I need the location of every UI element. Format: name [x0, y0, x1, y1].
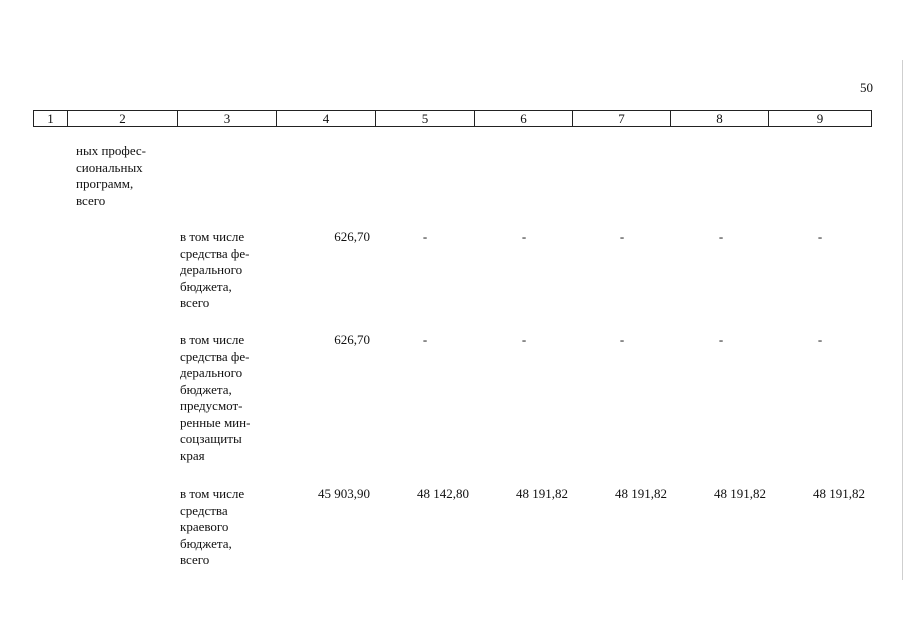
- row-description: [180, 229, 270, 312]
- page-number: 50: [860, 80, 873, 95]
- row-description: [180, 332, 270, 464]
- column-number-header: [33, 110, 872, 127]
- continuation-description: [76, 143, 146, 209]
- value-col-5: -: [422, 332, 428, 347]
- column-number: 2: [68, 111, 178, 127]
- value-col-7: -: [619, 229, 625, 244]
- row-description: [180, 486, 270, 569]
- value-col-6: 48 191,82: [516, 486, 568, 501]
- column-number: 5: [376, 111, 475, 127]
- text-line: дерального: [180, 365, 243, 380]
- text-line: средства фе-: [180, 245, 250, 261]
- value-col-4: 626,70: [334, 332, 370, 347]
- column-number: 1: [34, 111, 68, 127]
- value-col-8: -: [718, 332, 724, 347]
- value-col-5: 48 142,80: [417, 486, 469, 501]
- text-line: краевого: [180, 519, 229, 534]
- text-line: бюджета,: [180, 535, 232, 551]
- value-col-4: 45 903,90: [318, 486, 370, 501]
- text-line: края: [180, 447, 205, 463]
- column-number: 4: [277, 111, 376, 127]
- value-col-9: -: [817, 332, 823, 347]
- column-number: 3: [178, 111, 277, 127]
- text-line: сиональных: [76, 159, 143, 175]
- value-col-5: -: [422, 229, 428, 244]
- text-line: бюджета,: [180, 278, 232, 294]
- value-col-9: 48 191,82: [813, 486, 865, 501]
- column-number: 6: [475, 111, 573, 127]
- value-col-7: -: [619, 332, 625, 347]
- text-line: в том числе: [180, 486, 245, 501]
- value-col-9: -: [817, 229, 823, 244]
- column-number: 8: [671, 111, 769, 127]
- scan-edge-line: [902, 60, 903, 580]
- text-line: программ,: [76, 176, 134, 191]
- value-col-6: -: [521, 229, 527, 244]
- text-line: ных профес-: [76, 143, 147, 158]
- text-line: всего: [76, 192, 106, 208]
- text-line: предусмот-: [180, 398, 243, 413]
- text-line: в том числе: [180, 229, 245, 244]
- column-number: 7: [573, 111, 671, 127]
- text-line: бюджета,: [180, 381, 232, 397]
- text-line: дерального: [180, 262, 243, 277]
- value-col-8: -: [718, 229, 724, 244]
- text-line: ренные мин-: [180, 414, 251, 430]
- text-line: средства фе-: [180, 348, 250, 364]
- value-col-4: 626,70: [334, 229, 370, 244]
- text-line: всего: [180, 295, 210, 310]
- text-line: соцзащиты: [180, 431, 242, 446]
- text-line: в том числе: [180, 332, 245, 347]
- column-number: 9: [769, 111, 872, 127]
- value-col-7: 48 191,82: [615, 486, 667, 501]
- value-col-6: -: [521, 332, 527, 347]
- value-col-8: 48 191,82: [714, 486, 766, 501]
- text-line: всего: [180, 552, 210, 567]
- text-line: средства: [180, 502, 228, 518]
